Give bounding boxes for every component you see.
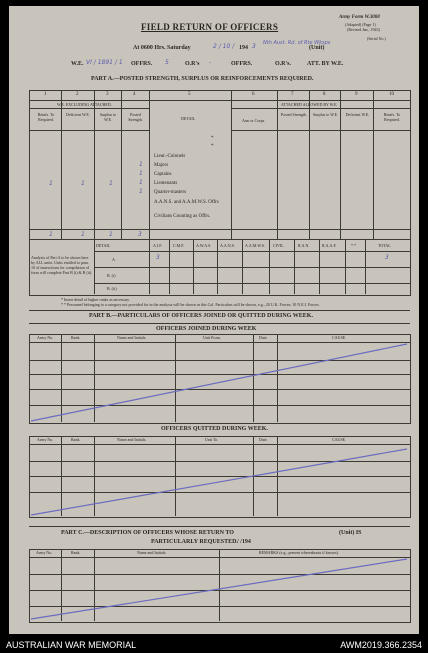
rank-row: A.A.N.S. and A.A.M.W.S. Offrs — [154, 200, 219, 205]
quitted-head: Date. — [259, 437, 268, 442]
col-number: 1 — [44, 92, 47, 97]
ors-label: O.R's — [185, 61, 200, 67]
quitted-head: Unit To. — [205, 437, 219, 442]
col-number: 5 — [188, 92, 191, 97]
analysis-head: R.A.A.F. — [322, 243, 337, 248]
analysis-head: * * — [351, 243, 356, 248]
strike-lines — [9, 6, 419, 634]
unit-label: (Unit) — [309, 45, 325, 51]
army-form-number: Army Form W.3008 — [339, 15, 380, 20]
hand-posted: 1 — [139, 170, 143, 177]
asterisk-mark: * — [211, 136, 214, 141]
joined-head: Army No. — [37, 335, 54, 340]
analysis-note: Analysis of Part A to be shown here by ALL units. Units entitled to para. 10 of instructions for compilation of form will complete Part B (i) & B (ii). — [31, 255, 93, 275]
ors-handwritten: - — [209, 59, 212, 66]
part-c-head: REMARKS (e.g., present whereabouts if known). — [259, 550, 339, 555]
form-sheet — [9, 6, 419, 634]
col-number: 4 — [133, 92, 136, 97]
joined-head: Rank. — [71, 335, 81, 340]
head-reinfs: Reinfs. To Required. — [37, 112, 55, 122]
offrs-label: OFFRS. — [131, 61, 153, 67]
hand-posted: 1 — [139, 179, 143, 186]
head-deficient-r: Deficient W.E. — [345, 112, 370, 117]
year-handwritten: 3 — [252, 43, 256, 50]
rank-row: Quarter-masters — [154, 190, 187, 195]
analysis-head: A.W.A.S. — [196, 243, 212, 248]
part-c-unit: (Unit) IS — [339, 530, 362, 536]
strike-quitted — [31, 449, 407, 515]
joined-head: Unit From. — [203, 335, 221, 340]
ors2-label: O.R's. — [275, 61, 292, 67]
total-hand: 3 — [138, 231, 142, 238]
form-title: FIELD RETURN OF OFFICERS — [141, 22, 279, 32]
quitted-head: Army No. — [37, 437, 54, 442]
hand-deficient: 1 — [81, 180, 85, 187]
analysis-head: R.A.N. — [298, 243, 310, 248]
analysis-head: TOTAL — [378, 243, 391, 248]
note-1: * Insert detail of higher ranks as necessary. — [61, 297, 130, 302]
we-handwritten: VI / 1891 / 1 — [86, 59, 123, 66]
we-excluding-attached: W.E. EXCLUDING ATTACHED. — [57, 102, 112, 107]
head-posted-r: Posted Strength. — [280, 112, 308, 117]
total-hand: 1 — [49, 231, 53, 238]
year-prefix: 194 — [239, 45, 248, 51]
hand-posted: 1 — [139, 188, 143, 195]
note-2: * * Personnel belonging to a category not provided for in the analysis will be shown in this Col. Particulars will be shown, e.g., 20 U.K. Forces; 10 N.E.I. Forces. — [61, 302, 320, 307]
joined-head: Name and Initials. — [117, 335, 147, 340]
part-c-requested: PARTICULARLY REQUESTED. — [151, 539, 238, 545]
part-c-head: Rank. — [71, 550, 81, 555]
col-number: 8 — [323, 92, 326, 97]
offrs-handwritten: 5 — [165, 59, 169, 66]
rank-row: Civilians Counting as Offrs. — [154, 214, 211, 219]
joined-head: CAUSE. — [332, 335, 347, 340]
head-deficient: Deficient W.E. — [66, 112, 90, 117]
head-surplus: Surplus to W.E. — [99, 112, 117, 122]
analysis-head: C.M.F. — [173, 243, 185, 248]
col-number: 3 — [106, 92, 109, 97]
analysis-head: CIVIL — [273, 243, 284, 248]
revised-label: (Revised Jan., 1943) — [347, 27, 380, 32]
head-surplus-r: Surplus to W.E. — [312, 112, 339, 117]
rank-row: Majors — [154, 163, 169, 168]
joined-head: Date. — [259, 335, 268, 340]
total-hand: 1 — [109, 231, 113, 238]
att-label: ATT. BY W.E. — [307, 61, 344, 67]
unit-handwritten: Nth Aust. Rd. of Rte Wksps — [263, 40, 331, 46]
head-arm-corps: Arm or Corps. — [242, 118, 266, 123]
part-a-title: PART A.—POSTED STRENGTH, SURPLUS OR REINFORCEMENTS REQUIRED. — [91, 76, 314, 82]
hand-reinfs: 1 — [49, 180, 53, 187]
strike-joined — [31, 344, 407, 421]
total-hand: 1 — [81, 231, 85, 238]
col-number: 2 — [76, 92, 79, 97]
head-detail: DETAIL — [181, 116, 196, 121]
offrs2-label: OFFRS. — [231, 61, 253, 67]
rank-row: Lieutenants — [154, 181, 178, 186]
serial-label: (Serial No.) — [367, 36, 386, 41]
date-handwritten: 2 / 10 / — [213, 43, 235, 50]
attached-allowed: ATTACHED ALLOWED BY W.E. — [281, 102, 338, 107]
part-c-date: / /194 — [237, 539, 251, 545]
hand-posted: 1 — [139, 161, 143, 168]
part-c-title: PART C.—DESCRIPTION OF OFFICERS WHOSE RETURN TO — [61, 530, 234, 536]
head-reinfs-r: Reinfs. To Required. — [383, 112, 401, 122]
footer-left: AUSTRALIAN WAR MEMORIAL — [6, 640, 137, 650]
joined-title: OFFICERS JOINED DURING WEEK — [156, 326, 257, 332]
part-b-title: PART B.—PARTICULARS OF OFFICERS JOINED OR QUITTED DURING WEEK. — [89, 313, 313, 319]
quitted-head: CAUSE. — [332, 437, 347, 442]
col-number: 6 — [252, 92, 255, 97]
analysis-head: A.A.N.S. — [220, 243, 235, 248]
footer-right: AWM2019.366.2354 — [340, 640, 422, 650]
strike-part-c — [31, 559, 407, 619]
at-line: At 0600 Hrs. Saturday — [133, 45, 191, 51]
analysis-hand: 3 — [156, 254, 160, 261]
analysis-row-label: B. (ii) — [107, 286, 117, 291]
adapted-label: (Adapted) (Page 1) — [345, 22, 376, 27]
analysis-head: A.A.M.W.S. — [245, 243, 265, 248]
rank-row: Lieut.-Colonels — [154, 154, 186, 159]
col-number: 9 — [355, 92, 358, 97]
analysis-row-label: A. — [112, 257, 116, 262]
analysis-total-hand: 3 — [385, 254, 389, 261]
head-posted: Posted Strength. — [128, 112, 143, 122]
quitted-head: Rank. — [71, 437, 81, 442]
rank-row: Captains — [154, 172, 172, 177]
analysis-head: DETAIL — [96, 243, 111, 248]
quitted-head: Name and Initials. — [117, 437, 147, 442]
asterisk-mark: * — [211, 144, 214, 149]
col-number: 10 — [389, 92, 394, 97]
we-label: W.E. — [71, 61, 84, 67]
hand-surplus: 1 — [109, 180, 113, 187]
analysis-head: A.I.F. — [153, 243, 163, 248]
quitted-title: OFFICERS QUITTED DURING WEEK. — [161, 426, 268, 432]
analysis-row-label: B. (i) — [107, 273, 116, 278]
part-c-head: Name and Initials. — [137, 550, 167, 555]
part-c-head: Army No. — [36, 550, 53, 555]
col-number: 7 — [291, 92, 294, 97]
